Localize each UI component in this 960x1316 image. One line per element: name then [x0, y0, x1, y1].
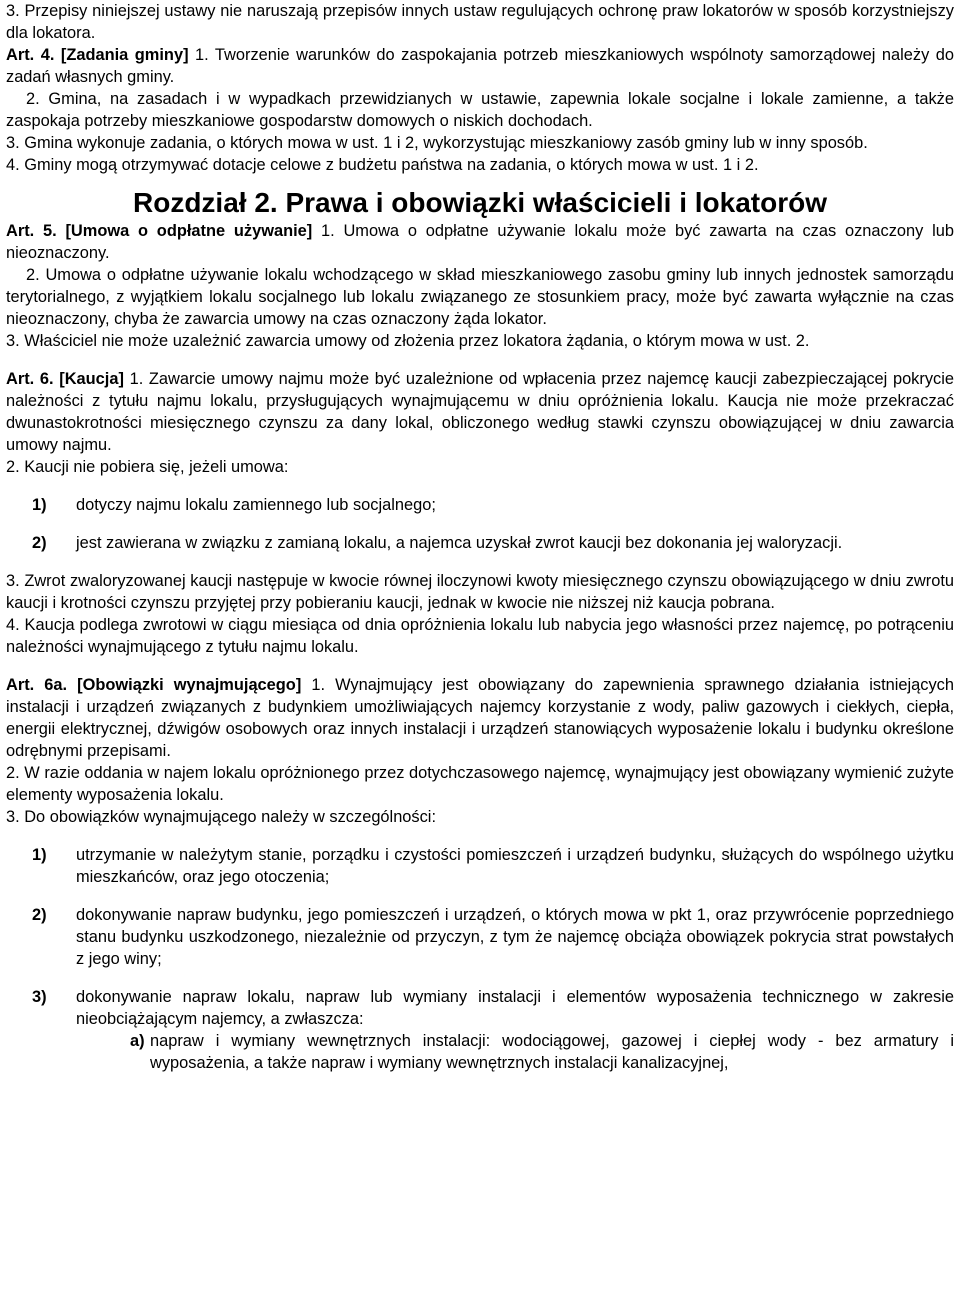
list-number: 1)	[32, 846, 47, 864]
paragraph: 4. Gminy mogą otrzymywać dotacje celowe z budżetu państwa na zadania, o których mowa w ust. 1 i 2.	[6, 156, 759, 174]
list-item	[6, 532, 954, 554]
paragraph: 2. W razie oddania w najem lokalu opróżnionego przez dotychczasowego najemcę, wynajmujący jest obowiązany wymienić zużyte elementy wyposażenia lokalu.	[6, 764, 954, 804]
list-text: dokonywanie napraw lokalu, napraw lub wymiany instalacji i elementów wyposażenia technicznego w zakresie nieobciążającym najemcy, a zwłaszcza:	[76, 988, 954, 1028]
list-item	[6, 904, 954, 970]
paragraph: 1. Tworzenie warunków do zaspokajania potrzeb mieszkaniowych wspólnoty samorządowej należy do zadań własnych gminy.	[6, 46, 955, 86]
list-number: 2)	[32, 534, 47, 552]
list-number: 1)	[32, 496, 47, 514]
sub-list-text: napraw i wymiany wewnętrznych instalacji: wodociągowej, gazowej i ciepłej wody - bez armatury i wyposażenia, a także napraw i wymiany wewnętrznych instalacji kanalizacyjnej,	[150, 1032, 954, 1072]
list-item	[6, 986, 954, 1030]
sub-list-letter: a)	[130, 1032, 145, 1050]
article-heading: Art. 6a. [Obowiązki wynajmującego]	[6, 676, 302, 694]
paragraph: 2. Umowa o odpłatne używanie lokalu wchodzącego w skład mieszkaniowego zasobu gminy lub innych jednostek samorządu terytorialnego, z wyjątkiem lokalu socjalnego lub lokalu związanego ze stosunkiem pracy, może być zawarta wyłącznie na czas nieoznaczony, chyba że zawarcia umowy na czas oznaczony żąda lokator.	[6, 266, 954, 328]
paragraph: 1. Umowa o odpłatne używanie lokalu może być zawarta na czas oznaczony lub nieoznaczony.	[6, 222, 954, 262]
article-heading: Art. 4. [Zadania gminy]	[6, 46, 189, 64]
paragraph: 3. Właściciel nie może uzależnić zawarcia umowy od złożenia przez lokatora żądania, o którym mowa w ust. 2.	[6, 332, 810, 350]
list-number: 2)	[32, 906, 47, 924]
paragraph: 3. Zwrot zwaloryzowanej kaucji następuje w kwocie równej iloczynowi kwoty miesięcznego czynszu obowiązującego w dniu zwrotu kaucji i krotności czynszu przyjętej przy pobieraniu kaucji, jednak w kwocie nie niższej niż kaucja pobrana.	[6, 572, 954, 612]
sub-list-item	[6, 1030, 954, 1074]
list-text: utrzymanie w należytym stanie, porządku i czystości pomieszczeń i urządzeń budynku, służących do wspólnego użytku mieszkańców, oraz jego otoczenia;	[76, 846, 954, 886]
list-text: jest zawierana w związku z zamianą lokalu, a najemca uzyskał zwrot kaucji bez dokonania jej waloryzacji.	[76, 534, 843, 552]
paragraph: 1. Wynajmujący jest obowiązany do zapewnienia sprawnego działania istniejących instalacji i urządzeń związanych z budynkiem umożliwiających najemcy korzystanie z wody, paliw gazowych i ciekłych, ciepła, energii elektrycznej, dźwigów osobowych oraz innych instalacji i urządzeń stanowiących wyposażenie lokalu i budynku określone odrębnymi przepisami.	[6, 676, 954, 760]
list-text: dokonywanie napraw budynku, jego pomieszczeń i urządzeń, o których mowa w pkt 1, oraz przywrócenie poprzedniego stanu budynku uszkodzonego, niezależnie od przyczyn, z tym że najemcę obciąża obowiązek pokrycia strat powstałych z jego winy;	[76, 906, 954, 968]
paragraph: 2. Gmina, na zasadach i w wypadkach przewidzianych w ustawie, zapewnia lokale socjalne i lokale zamienne, a także zaspokaja potrzeby mieszkaniowe gospodarstw domowych o niskich dochodach.	[6, 90, 954, 130]
article-6	[6, 368, 954, 456]
list-item	[6, 844, 954, 888]
article-4	[6, 44, 954, 88]
paragraph: 1. Zawarcie umowy najmu może być uzależnione od wpłacenia przez najemcę kaucji zabezpieczającej pokrycie należności z tytułu najmu lokalu, przysługujących wynajmującemu w dniu opróżnienia lokalu. Kaucja nie może przekraczać dwunastokrotności miesięcznego czynszu za dany lokal, obliczonego według stawki czynszu obowiązującej w dniu zawarcia umowy najmu.	[6, 370, 954, 454]
paragraph: 3. Gmina wykonuje zadania, o których mowa w ust. 1 i 2, wykorzystując mieszkaniowy zasób gminy lub w inny sposób.	[6, 134, 868, 152]
article-heading: Art. 5. [Umowa o odpłatne używanie]	[6, 222, 313, 240]
chapter-title: Rozdział 2. Prawa i obowiązki właścicieli i lokatorów	[133, 187, 827, 218]
paragraph: 3. Przepisy niniejszej ustawy nie naruszają przepisów innych ustaw regulujących ochronę praw lokatorów w sposób korzystniejszy dla lokatora.	[6, 2, 954, 42]
article-6a	[6, 674, 954, 762]
list-item	[6, 494, 954, 516]
paragraph: 4. Kaucja podlega zwrotowi w ciągu miesiąca od dnia opróżnienia lokalu lub nabycia jego własności przez najemcę, po potrąceniu należności wynajmującego z tytułu najmu lokalu.	[6, 616, 954, 656]
list-text: dotyczy najmu lokalu zamiennego lub socjalnego;	[76, 496, 436, 514]
list-number: 3)	[32, 988, 47, 1006]
paragraph: 2. Kaucji nie pobiera się, jeżeli umowa:	[6, 458, 289, 476]
paragraph: 3. Do obowiązków wynajmującego należy w szczególności:	[6, 808, 437, 826]
article-heading: Art. 6. [Kaucja]	[6, 370, 124, 388]
article-5	[6, 220, 954, 264]
